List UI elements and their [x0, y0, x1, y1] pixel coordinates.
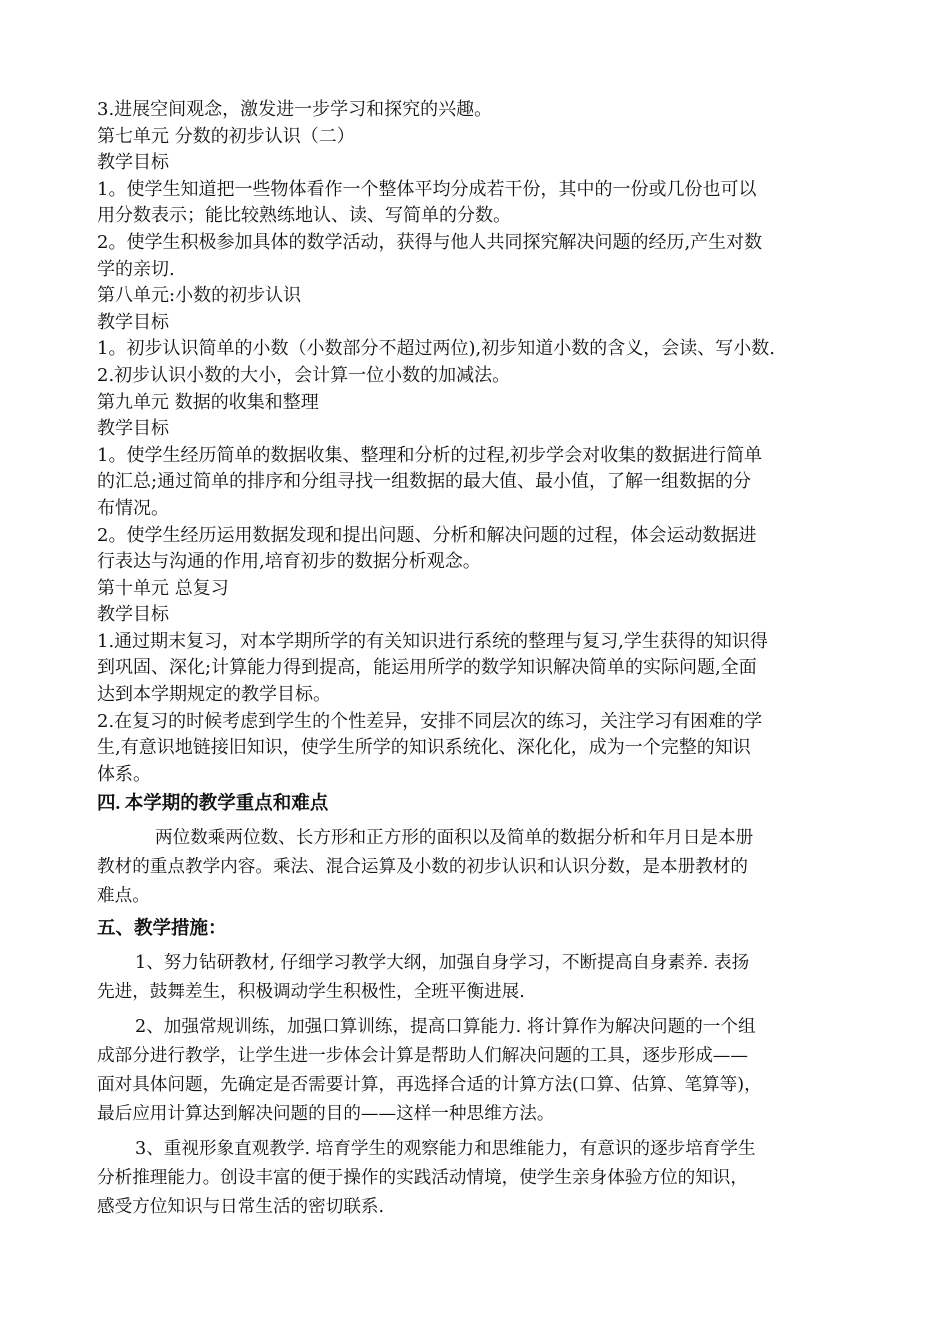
unit-8-goal-label: 教学目标	[97, 311, 169, 333]
text-line: 教材的重点教学内容。乘法、混合运算及小数的初步认识和认识分数，是本册教材的	[97, 857, 748, 878]
unit-9-goal-label: 教学目标	[97, 418, 169, 440]
text-line: 1.通过期末复习，对本学期所学的有关知识进行系统的整理与复习,学生获得的知识得	[97, 630, 768, 652]
unit-8-heading: 第八单元:小数的初步认识	[97, 285, 302, 307]
section-5-item-2	[97, 1013, 857, 1129]
text-line: 3.进展空间观念，激发进一步学习和探究的兴趣。	[97, 99, 493, 120]
text-line: 两位数乘两位数、长方形和正方形的面积以及简单的数据分析和年月日是本册	[155, 828, 754, 849]
section-5-heading: 五、教学措施：	[97, 919, 227, 940]
text-line: 1。使学生知道把一些物体看作一个整体平均分成若干份，其中的一份或几份也可以	[97, 178, 757, 200]
unit-7-heading: 第七单元 分数的初步认识（二）	[97, 125, 355, 147]
text-line: 最后应用计算达到解决问题的目的——这样一种思维方法。	[97, 1104, 555, 1125]
text-line: 布情况。	[97, 497, 169, 519]
text-line: 分析推理能力。创设丰富的便于操作的实践活动情境，使学生亲身体验方位的知识，	[97, 1168, 748, 1189]
text-line: 先进，鼓舞差生，积极调动学生积极性，全班平衡进展.	[97, 982, 525, 1003]
text-line: 2.在复习的时候考虑到学生的个性差异，安排不同层次的练习，关注学习有困难的学	[97, 710, 763, 732]
text-line: 成部分进行教学，让学生进一步体会计算是帮助人们解决问题的工具，逐步形成——	[97, 1046, 748, 1067]
text-line: 2。使学生积极参加具体的数学活动，获得与他人共同探究解决问题的经历,产生对数	[97, 231, 763, 253]
text-line: 1。使学生经历简单的数据收集、整理和分析的过程,初步学会对收集的数据进行简单	[97, 444, 763, 466]
text-line: 2.初步认识小数的大小，会计算一位小数的加减法。	[97, 364, 511, 386]
section-5-item-3	[97, 1135, 857, 1222]
document-body	[97, 97, 857, 1222]
section-5-item-1	[97, 949, 857, 1007]
text-line: 学的亲切.	[97, 258, 175, 280]
text-line: 难点。	[97, 886, 150, 907]
unit-9-heading: 第九单元 数据的收集和整理	[97, 391, 319, 413]
unit-7-goal-label: 教学目标	[97, 152, 169, 174]
text-line: 用分数表示；能比较熟练地认、读、写简单的分数。	[97, 205, 511, 227]
text-line: 体系。	[97, 763, 151, 785]
text-line: 面对具体问题，先确定是否需要计算，再选择合适的计算方法(口算、估算、笔算等)，	[97, 1075, 762, 1096]
unit-10-heading: 第十单元 总复习	[97, 577, 229, 599]
text-line: 感受方位知识与日常生活的密切联系.	[97, 1197, 385, 1218]
text-line: 1。初步认识简单的小数（小数部分不超过两位),初步知道小数的含义，会读、写小数.	[97, 338, 775, 360]
text-line: 1、努力钻研教材, 仔细学习教学大纲，加强自身学习，不断提高自身素养. 表扬	[135, 953, 750, 974]
text-line: 2、加强常规训练，加强口算训练，提高口算能力. 将计算作为解决问题的一个组	[135, 1017, 756, 1038]
section-4-heading: 四. 本学期的教学重点和难点	[97, 794, 329, 815]
text-line: 的汇总;通过简单的排序和分组寻找一组数据的最大值、最小值，了解一组数据的分	[97, 471, 752, 493]
unit-10-goal-label: 教学目标	[97, 604, 169, 626]
text-line: 行表达与沟通的作用,培育初步的数据分析观念。	[97, 551, 481, 573]
text-line: 2。使学生经历运用数据发现和提出问题、分析和解决问题的过程，体会运动数据进	[97, 524, 757, 546]
text-line: 生,有意识地链接旧知识，使学生所学的知识系统化、深化化，成为一个完整的知识	[97, 737, 751, 759]
section-4-paragraph	[97, 824, 857, 911]
text-line: 到巩固、深化;计算能力得到提高，能运用所学的数学知识解决简单的实际问题,全面	[97, 657, 757, 679]
text-line: 达到本学期规定的教学目标。	[97, 684, 331, 706]
text-line: 3、重视形象直观教学. 培育学生的观察能力和思维能力，有意识的逐步培育学生	[135, 1139, 756, 1160]
